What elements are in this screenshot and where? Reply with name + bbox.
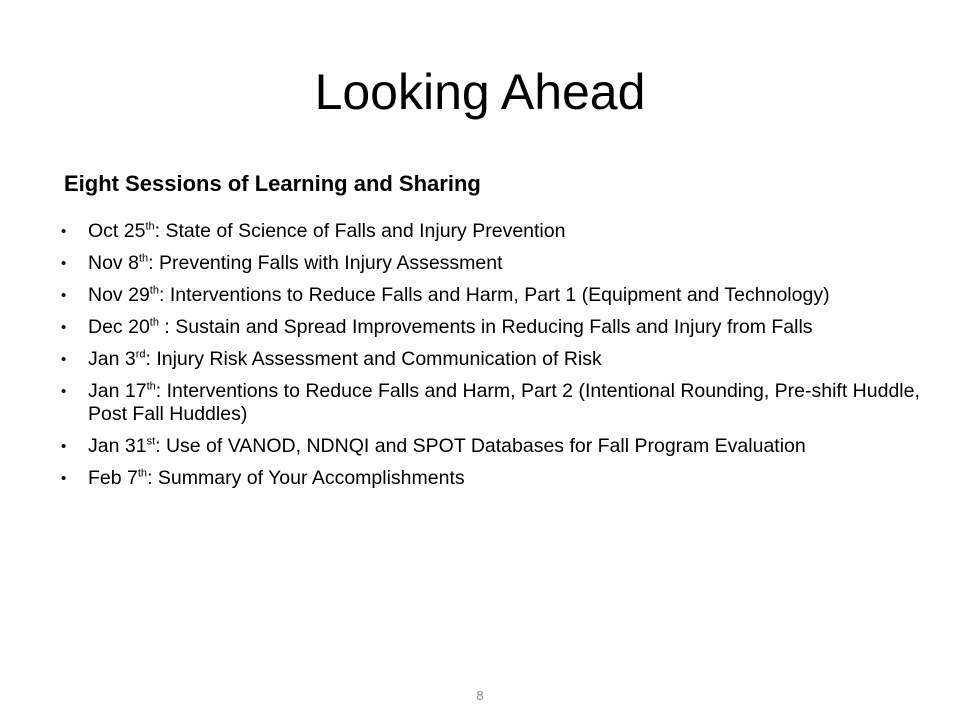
session-date: Feb 7 bbox=[88, 467, 138, 489]
list-item bbox=[56, 284, 940, 307]
date-suffix: th bbox=[137, 467, 148, 480]
date-suffix: th bbox=[138, 252, 149, 265]
session-text: : Sustain and Spread Improvements in Reducing Falls and Injury from Falls bbox=[158, 316, 813, 338]
date-suffix: th bbox=[149, 316, 159, 329]
date-suffix: st bbox=[146, 435, 156, 448]
page-number: 8 bbox=[476, 688, 484, 703]
date-suffix: rd bbox=[135, 348, 146, 361]
list-item bbox=[56, 252, 940, 275]
bullet-icon: • bbox=[61, 383, 67, 400]
slide-title: Looking Ahead bbox=[314, 64, 646, 120]
list-item bbox=[56, 316, 940, 339]
list-item bbox=[56, 467, 940, 490]
session-date: Nov 29 bbox=[88, 284, 150, 306]
session-text: : State of Science of Falls and Injury Prevention bbox=[154, 220, 566, 242]
bullet-icon: • bbox=[61, 438, 67, 455]
list-item bbox=[56, 380, 940, 426]
section-subheading: Eight Sessions of Learning and Sharing bbox=[64, 171, 481, 196]
session-text: : Interventions to Reduce Falls and Harm, Part 1 (Equipment and Technology) bbox=[158, 284, 830, 306]
list-item bbox=[56, 220, 940, 243]
session-text: : Preventing Falls with Injury Assessment bbox=[148, 252, 503, 274]
date-suffix: th bbox=[145, 220, 155, 233]
session-date: Dec 20 bbox=[88, 316, 150, 338]
session-text: : Summary of Your Accomplishments bbox=[147, 467, 465, 489]
session-text: : Interventions to Reduce Falls and Harm, Part 2 (Intentional Rounding, Pre-shift Huddle, Post Fall Huddles) bbox=[88, 380, 920, 425]
session-text: : Injury Risk Assessment and Communication of Risk bbox=[145, 348, 602, 370]
bullet-icon: • bbox=[61, 319, 67, 336]
bullet-icon: • bbox=[61, 255, 67, 272]
session-text: : Use of VANOD, NDNQI and SPOT Databases for Fall Program Evaluation bbox=[155, 435, 806, 457]
date-suffix: th bbox=[146, 380, 156, 393]
date-suffix: th bbox=[149, 284, 159, 297]
session-date: Jan 3 bbox=[88, 348, 136, 370]
session-date: Jan 31 bbox=[88, 435, 147, 457]
bullet-icon: • bbox=[61, 351, 67, 368]
session-date: Nov 8 bbox=[88, 252, 139, 274]
session-date: Jan 17 bbox=[88, 380, 147, 402]
bullet-icon: • bbox=[61, 223, 67, 240]
session-date: Oct 25 bbox=[88, 220, 146, 242]
session-list bbox=[56, 220, 940, 499]
bullet-icon: • bbox=[61, 470, 67, 487]
bullet-icon: • bbox=[61, 287, 67, 304]
list-item bbox=[56, 435, 940, 458]
list-item bbox=[56, 348, 940, 371]
